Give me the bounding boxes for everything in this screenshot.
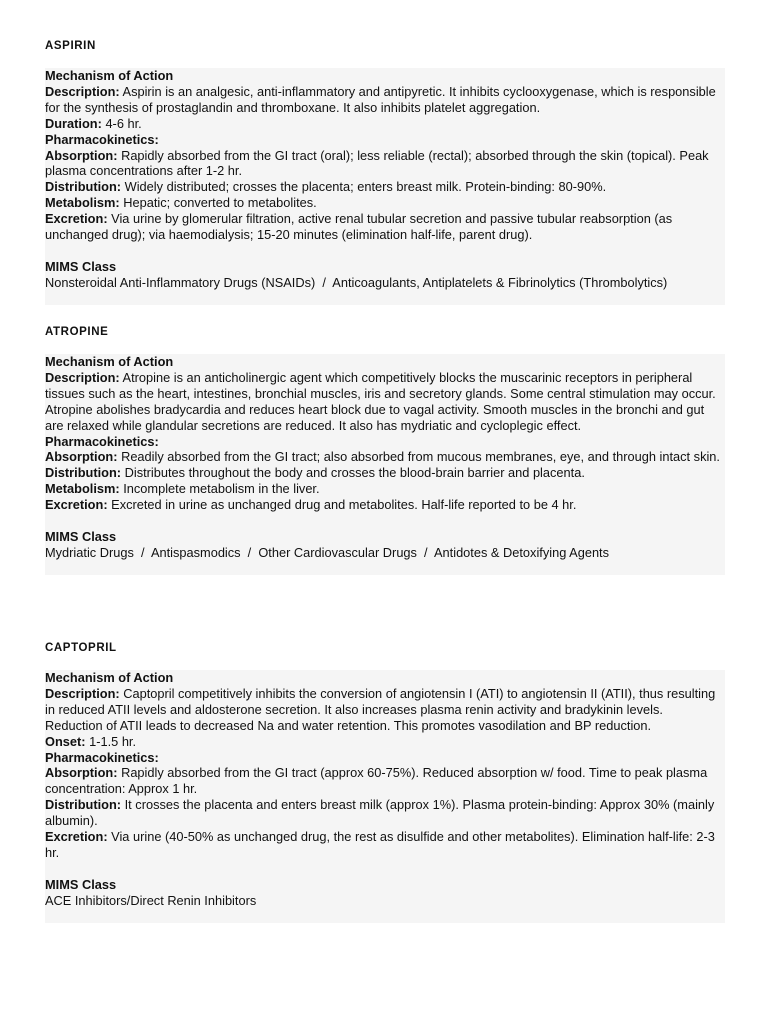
drug-title: CAPTOPRIL — [45, 642, 117, 654]
excretion-text: Excreted in urine as unchanged drug and metabolites. Half-life reported to be 4 hr. — [111, 497, 577, 513]
mims-class-heading: MIMS Class — [45, 876, 117, 892]
metabolism-row — [45, 481, 723, 497]
metabolism-text: Incomplete metabolism in the liver. — [123, 481, 320, 497]
description-text: Aspirin is an analgesic, anti-inflammatory and antipyretic. It inhibits cyclooxygenase, which is responsible for the synthesis of prostaglandin and thromboxane. It also inhibits platelet aggregation. — [45, 83, 716, 115]
distribution-label: Distribution: — [45, 465, 122, 481]
mims-class-text: ACE Inhibitors/Direct Renin Inhibitors — [45, 892, 257, 908]
drug-title: ASPIRIN — [45, 40, 96, 52]
absorption-label: Absorption: — [45, 147, 118, 163]
excretion-label: Excretion: — [45, 497, 108, 513]
mechanism-heading: Mechanism of Action — [45, 354, 174, 369]
pharmacokinetics-heading: Pharmacokinetics: — [45, 433, 159, 449]
metabolism-text: Hepatic; converted to metabolites. — [123, 195, 317, 211]
pharmacokinetics-heading: Pharmacokinetics: — [45, 131, 159, 147]
excretion-label: Excretion: — [45, 211, 108, 227]
mims-class-heading: MIMS Class — [45, 258, 117, 274]
distribution-row — [45, 179, 723, 195]
excretion-text: Via urine by glomerular filtration, active renal tubular secretion and passive tubular reabsorption (as unchanged drug); via haemodialysis; 15-20 minutes (elimination half-life, parent drug). — [45, 211, 673, 243]
onset-text: 1-1.5 hr. — [89, 733, 137, 749]
mims-class-text: Mydriatic Drugs / Antispasmodics / Other Cardiovascular Drugs / Antidotes & Detoxifying Agents — [45, 544, 610, 560]
absorption-row — [45, 148, 723, 180]
absorption-text: Rapidly absorbed from the GI tract (approx 60-75%). Reduced absorption w/ food. Time to peak plasma concentration: Approx 1 hr. — [45, 765, 708, 797]
distribution-label: Distribution: — [45, 179, 122, 195]
absorption-label: Absorption: — [45, 449, 118, 465]
absorption-text: Rapidly absorbed from the GI tract (oral); less reliable (rectal); absorbed through the skin (topical). Peak plasma concentrations after 1-2 hr. — [45, 147, 709, 179]
distribution-label: Distribution: — [45, 797, 122, 813]
distribution-text: Distributes throughout the body and crosses the blood-brain barrier and placenta. — [124, 465, 585, 481]
description-label: Description: — [45, 369, 120, 385]
pharmacokinetics-heading: Pharmacokinetics: — [45, 749, 159, 765]
duration-label: Duration: — [45, 115, 102, 131]
excretion-row — [45, 829, 723, 861]
mechanism-heading: Mechanism of Action — [45, 68, 174, 83]
drug-entry-captopril — [45, 640, 725, 923]
spacer — [45, 861, 723, 877]
metabolism-row — [45, 195, 723, 211]
excretion-label: Excretion: — [45, 829, 108, 845]
mims-class-text: Nonsteroidal Anti-Inflammatory Drugs (NSAIDs) / Anticoagulants, Antiplatelets & Fibrinolytics (Thrombolytics) — [45, 274, 668, 290]
description-row — [45, 686, 723, 734]
metabolism-label: Metabolism: — [45, 481, 120, 497]
mechanism-heading: Mechanism of Action — [45, 670, 174, 685]
description-label: Description: — [45, 685, 120, 701]
excretion-row — [45, 211, 723, 243]
spacer — [45, 243, 723, 259]
spacer — [45, 513, 723, 529]
absorption-row — [45, 765, 723, 797]
duration-row — [45, 116, 723, 132]
description-text: Atropine is an anticholinergic agent which competitively blocks the muscarinic receptors in peripheral tissues such as the heart, intestines, bronchial muscles, iris and secretory glands. Some central stimulation may occur. Atropine abolishes bradycardia and reduces heart block due to vagal activity. Smooth muscles in the bronchi and gut are relaxed while glandular secretions are reduced. It also has mydriatic and cycloplegic effect. — [45, 369, 716, 433]
excretion-text: Via urine (40-50% as unchanged drug, the rest as disulfide and other metabolites). Elimination half-life: 2-3 hr. — [45, 829, 715, 860]
absorption-text: Readily absorbed from the GI tract; also absorbed from mucous membranes, eye, and through intact skin. — [121, 449, 720, 465]
drug-details — [45, 354, 725, 575]
drug-title: ATROPINE — [45, 326, 109, 338]
mims-class-heading: MIMS Class — [45, 529, 117, 545]
onset-row — [45, 734, 723, 750]
distribution-row — [45, 797, 723, 829]
drug-details — [45, 670, 725, 923]
description-row — [45, 84, 723, 116]
drug-entry-aspirin — [45, 38, 725, 305]
absorption-label: Absorption: — [45, 765, 118, 781]
absorption-row — [45, 449, 723, 465]
description-label: Description: — [45, 83, 120, 99]
description-text: Captopril competitively inhibits the conversion of angiotensin I (ATI) to angiotensin II (ATII), thus resulting in reduced ATII levels and aldosterone secretion. It also increases plasma renin activity and bradykinin levels. Reduction of ATII leads to decreased Na and water retention. This promotes vasodilation and BP reduction. — [45, 685, 716, 733]
distribution-text: Widely distributed; crosses the placenta; enters breast milk. Protein-binding: 80-90%. — [124, 179, 607, 195]
drug-details — [45, 68, 725, 305]
description-row — [45, 370, 723, 434]
distribution-row — [45, 465, 723, 481]
metabolism-label: Metabolism: — [45, 195, 120, 211]
excretion-row — [45, 497, 723, 513]
duration-text: 4-6 hr. — [105, 115, 142, 131]
onset-label: Onset: — [45, 733, 86, 749]
distribution-text: It crosses the placenta and enters breast milk (approx 1%). Plasma protein-binding: Approx 30% (mainly albumin). — [45, 797, 715, 829]
drug-entry-atropine — [45, 324, 725, 575]
